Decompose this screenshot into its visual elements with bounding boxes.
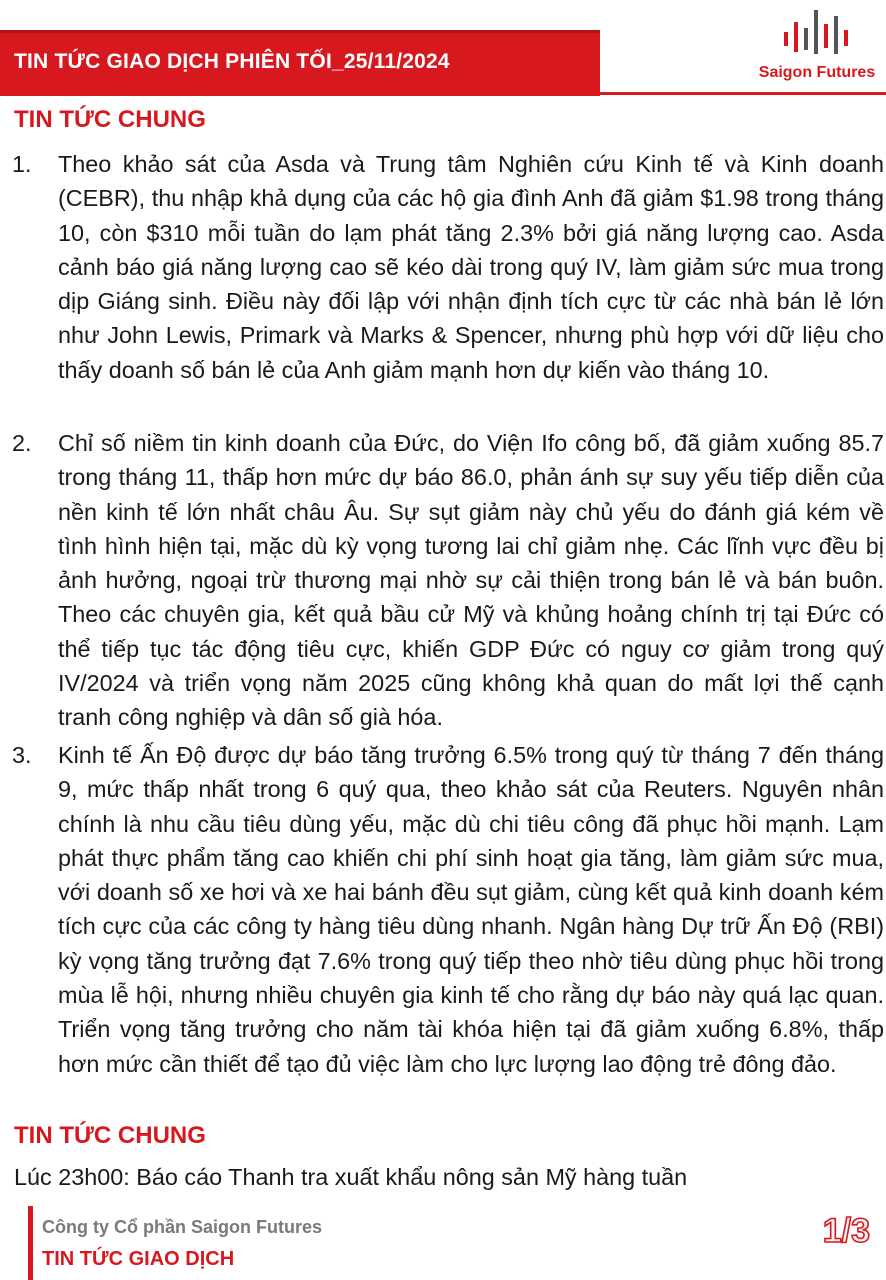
brand-name: Saigon Futures [758, 64, 876, 81]
section-title: TIN TỨC CHUNG [14, 106, 206, 133]
section-title: TIN TỨC CHUNG [14, 1122, 206, 1149]
footer-accent-bar [28, 1206, 33, 1280]
brand-logo [752, 8, 882, 86]
item-text: Theo khảo sát của Asda và Trung tâm Nghiên cứu Kinh tế và Kinh doanh (CEBR), thu nhập khả dụng của các hộ gia đình Anh đã giảm $1.98 trong tháng 10, còn $310 mỗi tuần do lạm phát tăng 2.3% bởi giá năng lượng cao. Asda cảnh báo giá năng lượng cao sẽ kéo dài trong quý IV, làm giảm sức mua trong dịp Giáng sinh. Điều này đối lập với nhận định tích cực từ các nhà bán lẻ lớn như John Lewis, Primark và Marks & Spencer, nhưng phù hợp với dữ liệu cho thấy doanh số bán lẻ của Anh giảm mạnh hơn dự kiến vào tháng 10. [58, 151, 884, 383]
footer-section-label: TIN TỨC GIAO DỊCH [42, 1248, 235, 1270]
logo-bars-icon [784, 8, 854, 56]
header-divider [600, 92, 886, 95]
item-number: 2. [12, 430, 32, 456]
item-text: Chỉ số niềm tin kinh doanh của Đức, do Viện Ifo công bố, đã giảm xuống 85.7 trong tháng 11, thấp hơn mức dự báo 86.0, phản ánh sự suy yếu tiếp diễn của nền kinh tế lớn nhất châu Âu. Sự sụt giảm này chủ yếu do đánh giá kém về tình hình hiện tại, mặc dù kỳ vọng tương lai chỉ giảm nhẹ. Các lĩnh vực đều bị ảnh hưởng, ngoại trừ thương mại nhờ sự cải thiện trong bán lẻ và bán buôn. Theo các chuyên gia, kết quả bầu cử Mỹ và khủng hoảng chính trị tại Đức có thể tiếp tục tác động tiêu cực, khiến GDP Đức có nguy cơ giảm trong quý IV/2024 và triển vọng năm 2025 cũng không khả quan do mất lợi thế cạnh tranh công nghiệp và dân số già hóa. [58, 430, 884, 731]
item-text: Kinh tế Ấn Độ được dự báo tăng trưởng 6.5% trong quý từ tháng 7 đến tháng 9, mức thấp nhất trong 6 quý qua, theo khảo sát của Reuters. Nguyên nhân chính là nhu cầu tiêu dùng yếu, mặc dù chi tiêu công đã phục hồi mạnh. Lạm phát thực phẩm tăng cao khiến chi phí sinh hoạt gia tăng, làm giảm sức mua, với doanh số xe hơi và xe hai bánh đều sụt giảm, cùng kết quả kinh doanh kém tích cực của các công ty hàng tiêu dùng nhanh. Ngân hàng Dự trữ Ấn Độ (RBI) kỳ vọng tăng trưởng đạt 7.6% trong quý tiếp theo nhờ tiêu dùng phục hồi trong mùa lễ hội, nhưng nhiều chuyên gia kinh tế cho rằng dự báo này quá lạc quan. Triển vọng tăng trưởng cho năm tài khóa hiện tại đã giảm xuống 6.8%, thấp hơn mức cần thiết để tạo đủ việc làm cho lực lượng lao động trẻ đông đảo. [58, 742, 884, 1077]
schedule-item: Lúc 23h00: Báo cáo Thanh tra xuất khẩu nông sản Mỹ hàng tuần [14, 1164, 688, 1190]
page-title: TIN TỨC GIAO DỊCH PHIÊN TỐI_25/11/2024 [14, 50, 450, 73]
page-number: 1/3 [822, 1212, 870, 1250]
item-number: 1. [12, 151, 32, 177]
item-number: 3. [12, 742, 32, 768]
header-top-line [0, 30, 600, 33]
footer-company: Công ty Cổ phần Saigon Futures [42, 1217, 322, 1237]
